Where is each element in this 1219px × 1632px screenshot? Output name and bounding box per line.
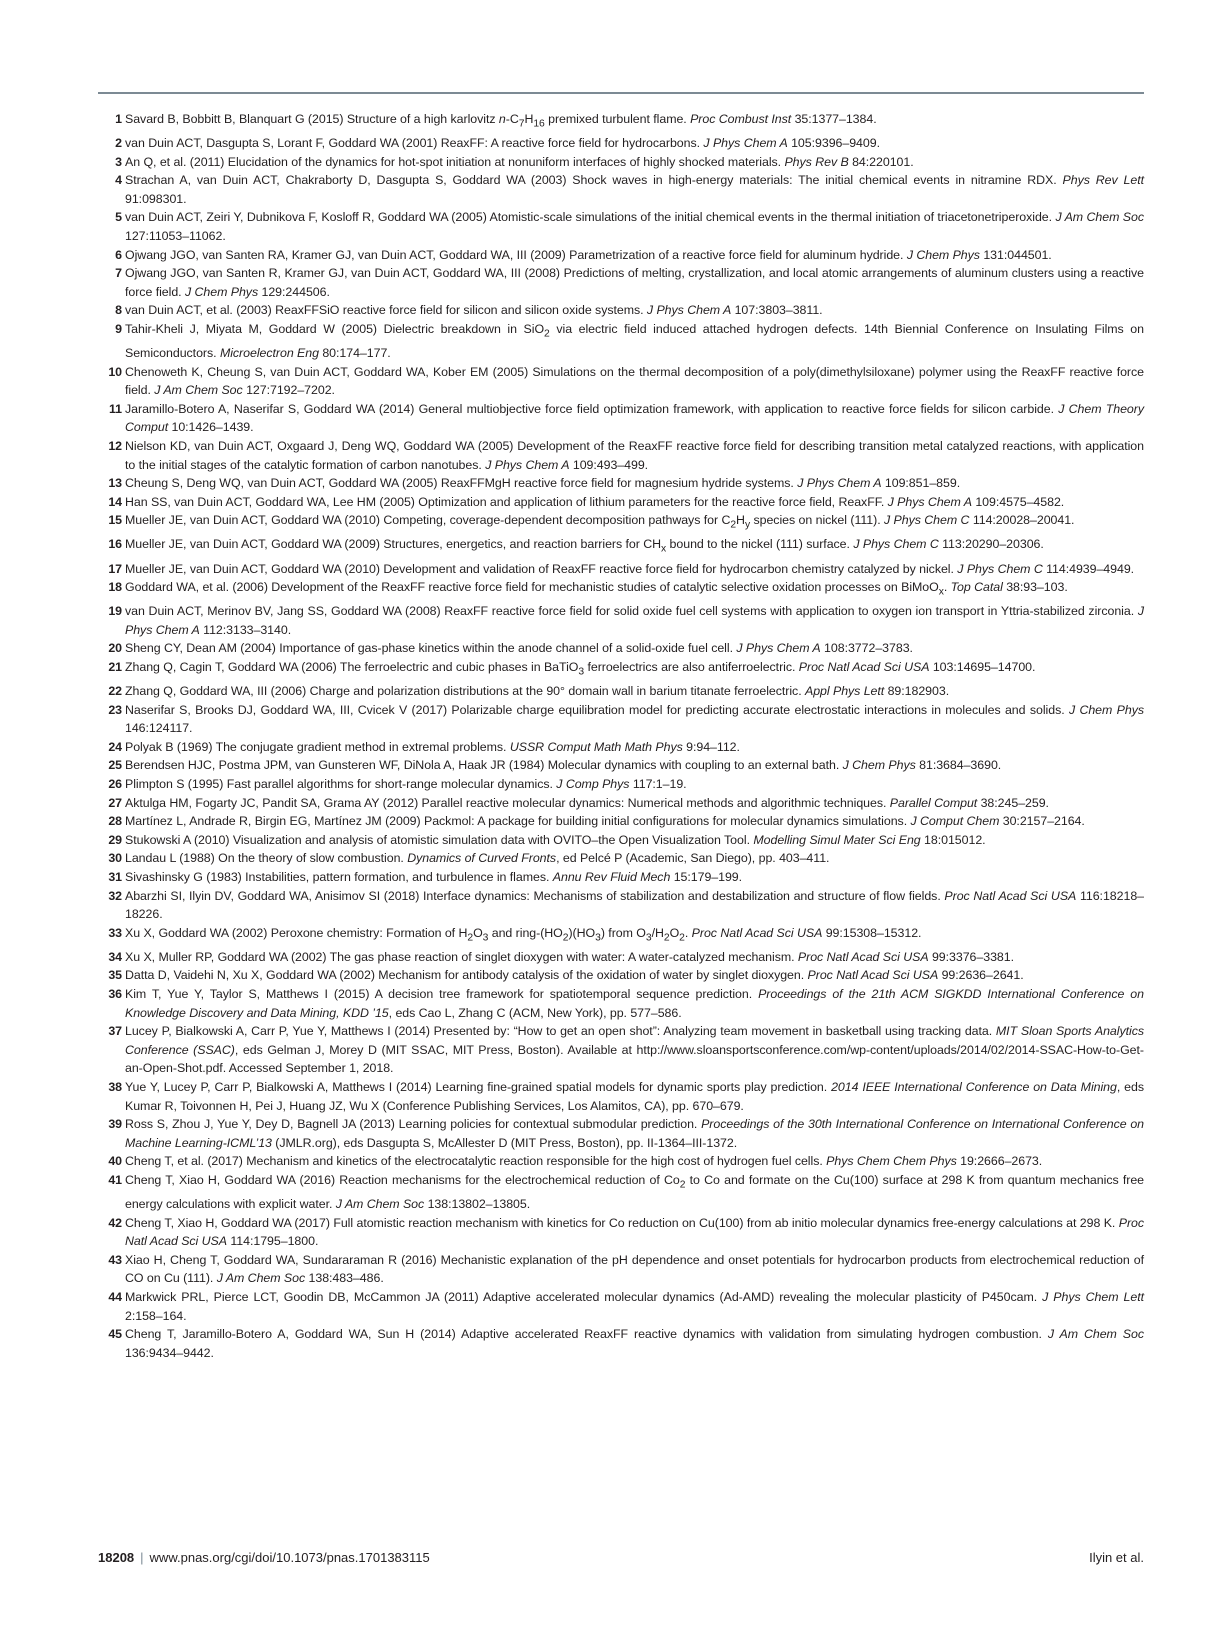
reference-item [98, 831, 1144, 850]
reference-item [98, 1251, 1144, 1288]
reference-text: Xiao H, Cheng T, Goddard WA, Sundararaman R (2016) Mechanistic explanation of the pH dependence and onset potentials for hydrocarbon products from electrochemical reduction of CO on Cu (111). J Am Chem Soc 138:483–486. [125, 1252, 1144, 1286]
reference-number: 40 [108, 1154, 122, 1169]
page-footer [98, 1548, 1144, 1568]
reference-item [98, 682, 1144, 701]
reference-number: 15 [108, 513, 122, 528]
reference-text: Plimpton S (1995) Fast parallel algorithms for short-range molecular dynamics. J Comp Phys 117:1–19. [125, 777, 687, 791]
reference-text: Berendsen HJC, Postma JPM, van Gunsteren WF, DiNola A, Haak JR (1984) Molecular dynamics with coupling to an external bath. J Chem Phys 81:3684–3690. [125, 758, 1002, 773]
reference-number: 28 [108, 814, 122, 829]
reference-text: Kim T, Yue Y, Taylor S, Matthews I (2015) A decision tree framework for spatiotemporal sequence prediction. Proceedings of the 21th ACM SIGKDD International Conference on Knowledge Discovery and Data Mining, KDD ’15, eds Cao L, Zhang C (ACM, New York), pp. 577–586. [125, 987, 1144, 1020]
reference-text: Xu X, Goddard WA (2002) Peroxone chemistry: Formation of $H_2O_3$ and ring-$(HO_2)(HO_3)$ from $O_3/H_2O_2$. Proc Natl Acad Sci USA 99:15308–15312. [125, 925, 922, 944]
reference-text: Cheng T, Jaramillo-Botero A, Goddard WA, Sun H (2014) Adaptive accelerated ReaxFF reactive dynamics with validation from simulating hydrogen combustion. J Am Chem Soc 136:9434–9442. [125, 1327, 1144, 1360]
reference-number: 23 [108, 702, 122, 717]
reference-number: 14 [108, 494, 122, 509]
reference-text: van Duin ACT, et al. (2003) ReaxFFSiO reactive force field for silicon and silicon oxide systems. J Phys Chem A 107:3803–3811. [125, 303, 823, 318]
reference-number: 32 [108, 888, 122, 903]
reference-item [98, 794, 1144, 813]
reference-item [98, 153, 1144, 172]
reference-text: Tahir-Kheli J, Miyata M, Goddard W (2005) Dielectric breakdown in SiO$_2$ via electric field induced attached hydrogen defects. 14th Biennial Conference on Insulating Films on Semiconductors. Microelectron Eng 80:174–177. [125, 322, 1144, 361]
reference-item [98, 924, 1144, 948]
reference-text: Ojwang JGO, van Santen RA, Kramer GJ, van Duin ACT, Goddard WA, III (2009) Parametrization of a reactive force field for aluminum hydride. J Chem Phys 131:044501. [125, 247, 1052, 262]
reference-number: 2 [115, 136, 122, 151]
reference-text: Zhang Q, Goddard WA, III (2006) Charge and polarization distributions at the 90° domain wall in barium titanate ferroelectric. Appl Phys Lett 89:182903. [125, 684, 950, 699]
reference-text: van Duin ACT, Zeiri Y, Dubnikova F, Kosloff R, Goddard WA (2005) Atomistic-scale simulations of the initial chemical events in the thermal initiation of triacetonetriperoxide. J Am Chem Soc 127:11053–11062. [125, 210, 1144, 244]
reference-item [98, 1078, 1144, 1115]
reference-item [98, 578, 1144, 602]
reference-number: 43 [108, 1252, 122, 1267]
reference-text: Abarzhi SI, Ilyin DV, Goddard WA, Anisimov SI (2018) Interface dynamics: Mechanisms of stabilization and destabilization and structure of flow fields. Proc Natl Acad Sci USA 116:18218–18226. [125, 888, 1144, 922]
reference-number: 39 [108, 1117, 122, 1132]
reference-text: Mueller JE, van Duin ACT, Goddard WA (2010) Development and validation of ReaxFF reactive force field for hydrocarbon chemistry catalyzed by nickel. J Phys Chem C 114:4939–4949. [125, 561, 1135, 576]
reference-item [98, 812, 1144, 831]
reference-text: Martínez L, Andrade R, Birgin EG, Martínez JM (2009) Packmol: A package for building initial configurations for molecular dynamics simulations. J Comput Chem 30:2157–2164. [125, 814, 1085, 829]
reference-number: 11 [109, 401, 122, 416]
reference-number: 36 [108, 987, 122, 1001]
reference-number: 1 [115, 112, 122, 126]
reference-item [98, 1288, 1144, 1325]
reference-number: 17 [108, 561, 122, 576]
reference-item [98, 320, 1144, 363]
reference-text: Sheng CY, Dean AM (2004) Importance of gas-phase kinetics within the anode channel of a solid-oxide fuel cell. J Phys Chem A 108:3772–3783. [125, 641, 913, 656]
reference-text: van Duin ACT, Merinov BV, Jang SS, Goddard WA (2008) ReaxFF reactive force field for solid oxide fuel cell systems with application to oxygen ion transport in Yttria-stabilized zirconia. J Phys Chem A 112:3133–3140. [125, 604, 1144, 637]
reference-number: 22 [108, 684, 122, 699]
reference-number: 13 [108, 476, 122, 491]
reference-item [98, 985, 1144, 1022]
reference-text: Cheng T, Xiao H, Goddard WA (2016) Reaction mechanisms for the electrochemical reduction of $Co_2$ to Co and formate on the Cu(100) surface at 298 K from quantum mechanics free energy calculations with explicit water. J Am Chem Soc 138:13802–13805. [125, 1172, 1145, 1211]
reference-number: 5 [115, 210, 122, 225]
reference-number: 18 [108, 580, 122, 595]
reference-number: 37 [108, 1024, 122, 1039]
reference-number: 34 [108, 949, 122, 964]
reference-item [98, 110, 1144, 134]
reference-number: 45 [108, 1327, 122, 1342]
reference-item [98, 437, 1144, 474]
reference-number: 7 [115, 266, 122, 281]
reference-text: Naserifar S, Brooks DJ, Goddard WA, III, Cvicek V (2017) Polarizable charge equilibration model for predicting accurate electrostatic interactions in molecules and solids. J Chem Phys 146:124117. [125, 702, 1144, 736]
reference-number: 27 [108, 795, 122, 810]
reference-number: 35 [108, 968, 122, 983]
reference-number: 3 [115, 154, 122, 169]
reference-item [98, 868, 1144, 887]
reference-number: 31 [108, 869, 122, 884]
reference-number: 29 [108, 832, 122, 847]
reference-number: 8 [115, 303, 122, 318]
reference-number: 25 [108, 758, 122, 773]
reference-text: Ross S, Zhou J, Yue Y, Dey D, Bagnell JA (2013) Learning policies for contextual submodular prediction. Proceedings of the 30th International Conference on International Conference on Machine Learning-ICML’13 (JMLR.org), eds Dasgupta S, McAllester D (MIT Press, Boston), pp. II-1364–III-1372. [125, 1117, 1144, 1150]
reference-number: 10 [108, 364, 122, 379]
reference-text: Nielson KD, van Duin ACT, Oxgaard J, Deng WQ, Goddard WA (2005) Development of the ReaxFF reactive force field for describing transition metal catalyzed reactions, with application to the initial stages of the catalytic formation of carbon nanotubes. J Phys Chem A 109:493–499. [125, 439, 1144, 472]
reference-item [98, 887, 1144, 924]
footer-separator: | [140, 1550, 144, 1565]
reference-item [98, 849, 1144, 868]
reference-item [98, 208, 1144, 245]
reference-number: 42 [108, 1215, 122, 1230]
reference-text: Cheng T, et al. (2017) Mechanism and kinetics of the electrocatalytic reaction responsible for the high cost of hydrogen fuel cells. Phys Chem Chem Phys 19:2666–2673. [125, 1154, 1043, 1169]
reference-number: 9 [115, 322, 122, 336]
reference-text: Xu X, Muller RP, Goddard WA (2002) The gas phase reaction of singlet dioxygen with water: A water-catalyzed mechanism. Proc Natl Acad Sci USA 99:3376–3381. [125, 949, 1014, 964]
reference-number: 26 [108, 777, 122, 791]
reference-item [98, 493, 1144, 512]
reference-item [98, 511, 1144, 535]
reference-item [98, 1115, 1144, 1152]
reference-item [98, 560, 1144, 579]
reference-item [98, 363, 1144, 400]
reference-item [98, 602, 1144, 639]
reference-text: Landau L (1988) On the theory of slow combustion. Dynamics of Curved Fronts, ed Pelcé P (Academic, San Diego), pp. 403–411. [125, 851, 830, 866]
reference-number: 33 [108, 925, 122, 940]
reference-item [98, 1152, 1144, 1171]
reference-item [98, 171, 1144, 208]
footer-authors: Ilyin et al. [1089, 1550, 1144, 1565]
reference-number: 16 [108, 537, 122, 552]
reference-item [98, 1214, 1144, 1251]
reference-text: Stukowski A (2010) Visualization and analysis of atomistic simulation data with OVITO–the Open Visualization Tool. Modelling Simul Mater Sci Eng 18:015012. [125, 832, 986, 847]
reference-text: Cheng T, Xiao H, Goddard WA (2017) Full atomistic reaction mechanism with kinetics for Co reduction on Cu(100) from ab initio molecular dynamics free-energy calculations at 298 K. Proc Natl Acad Sci USA 114:1795–1800. [125, 1215, 1145, 1249]
reference-item [98, 639, 1144, 658]
reference-text: Aktulga HM, Fogarty JC, Pandit SA, Grama AY (2012) Parallel reactive molecular dynamics: Numerical methods and algorithmic techniques. Parallel Comput 38:245–259. [125, 795, 1049, 810]
reference-number: 6 [115, 247, 122, 262]
reference-item [98, 1325, 1144, 1362]
reference-number: 41 [108, 1172, 122, 1187]
reference-text: An Q, et al. (2011) Elucidation of the dynamics for hot-spot initiation at nonuniform interfaces of highly shocked materials. Phys Rev B 84:220101. [125, 154, 914, 169]
reference-item [98, 738, 1144, 757]
reference-text: Han SS, van Duin ACT, Goddard WA, Lee HM (2005) Optimization and application of lithium parameters for the reactive force field, ReaxFF. J Phys Chem A 109:4575–4582. [125, 494, 1065, 509]
doi-link[interactable]: www.pnas.org/cgi/doi/10.1073/pnas.1701383115 [149, 1550, 430, 1565]
reference-text: Savard B, Bobbitt B, Blanquart G (2015) Structure of a high karlovitz $n-C_7H_{16}$ premixed turbulent flame. Proc Combust Inst 35:1377–1384. [125, 112, 877, 130]
reference-text: Goddard WA, et al. (2006) Development of the ReaxFF reactive force field for mechanistic studies of catalytic selective oxidation processes on BiMoO$_x$. Top Catal 38:93–103. [125, 580, 1068, 598]
reference-item [98, 658, 1144, 682]
reference-item [98, 966, 1144, 985]
reference-number: 20 [108, 641, 122, 656]
reference-text: van Duin ACT, Dasgupta S, Lorant F, Goddard WA (2001) ReaxFF: A reactive force field for hydrocarbons. J Phys Chem A 105:9396–9409. [125, 136, 880, 151]
reference-number: 44 [108, 1289, 122, 1304]
reference-number: 30 [108, 851, 122, 866]
reference-item [98, 1022, 1144, 1078]
reference-item [98, 756, 1144, 775]
reference-item [98, 474, 1144, 493]
reference-text: Zhang Q, Cagin T, Goddard WA (2006) The ferroelectric and cubic phases in BaTiO$_3$ ferroelectrics are also antiferroelectric. Proc Natl Acad Sci USA 103:14695–14700. [125, 659, 1036, 678]
reference-number: 19 [108, 604, 122, 619]
reference-item [98, 246, 1144, 265]
reference-text: Ojwang JGO, van Santen R, Kramer GJ, van Duin ACT, Goddard WA, III (2008) Predictions of melting, crystallization, and local atomic arrangements of aluminum clusters using a reactive force field. J Chem Phys 129:244506. [125, 266, 1144, 299]
reference-list [98, 110, 1144, 1362]
reference-number: 24 [108, 739, 122, 754]
reference-text: Yue Y, Lucey P, Carr P, Bialkowski A, Matthews I (2014) Learning fine-grained spatial models for dynamic sports play prediction. 2014 IEEE International Conference on Data Mining, eds Kumar R, Toivonnen H, Pei J, Huang JZ, Wu X (Conference Publishing Services, Los Alamitos, CA), pp. 670–679. [125, 1079, 1144, 1113]
reference-number: 38 [108, 1079, 122, 1094]
reference-text: Lucey P, Bialkowski A, Carr P, Yue Y, Matthews I (2014) Presented by: “How to get an open shot”: Analyzing team movement in basketball using tracking data. MIT Sloan Sports Analytics Conference (SSAC), eds Gelman J, Morey D (MIT SSAC, MIT Press, Boston). Available at http://www.sloansportsconference.com/wp-content/uploads/2014/02/2014-SSAC-How-to-Get-an-Open-Shot.pdf. Accessed September 1, 2018. [125, 1024, 1144, 1076]
page-number: 18208 [98, 1550, 135, 1565]
reference-item [98, 301, 1144, 320]
reference-text: Strachan A, van Duin ACT, Chakraborty D, Dasgupta S, Goddard WA (2003) Shock waves in high-energy materials: The initial chemical events in nitramine RDX. Phys Rev Lett 91:098301. [125, 173, 1144, 206]
reference-item [98, 775, 1144, 794]
reference-text: Mueller JE, van Duin ACT, Goddard WA (2009) Structures, energetics, and reaction barriers for $CH_x$ bound to the nickel (111) surface. J Phys Chem C 113:20290–20306. [125, 537, 1044, 555]
reference-text: Jaramillo-Botero A, Naserifar S, Goddard WA (2014) General multiobjective force field optimization framework, with application to reactive force fields for silicon carbide. J Chem Theory Comput 10:1426–1439. [125, 401, 1144, 435]
reference-text: Mueller JE, van Duin ACT, Goddard WA (2010) Competing, coverage-dependent decomposition pathways for $C_2H_y$ species on nickel (111). J Phys Chem C 114:20028–20041. [125, 513, 1075, 531]
reference-item [98, 701, 1144, 738]
reference-text: Polyak B (1969) The conjugate gradient method in extremal problems. USSR Comput Math Math Phys 9:94–112. [125, 739, 740, 754]
header-rule [98, 92, 1144, 94]
reference-number: 4 [115, 173, 122, 188]
reference-text: Cheung S, Deng WQ, van Duin ACT, Goddard WA (2005) ReaxFFMgH reactive force field for magnesium hydride systems. J Phys Chem A 109:851–859. [125, 476, 961, 491]
reference-item [98, 134, 1144, 153]
reference-text: Chenoweth K, Cheung S, van Duin ACT, Goddard WA, Kober EM (2005) Simulations on the thermal decomposition of a poly(dimethylsiloxane) polymer using the ReaxFF reactive force field. J Am Chem Soc 127:7192–7202. [125, 364, 1144, 398]
reference-number: 12 [108, 439, 122, 454]
reference-number: 21 [108, 659, 122, 674]
reference-item [98, 535, 1144, 559]
reference-item [98, 400, 1144, 437]
reference-text: Sivashinsky G (1983) Instabilities, pattern formation, and turbulence in flames. Annu Rev Fluid Mech 15:179–199. [125, 869, 743, 884]
footer-left [98, 1548, 430, 1568]
reference-text: Markwick PRL, Pierce LCT, Goodin DB, McCammon JA (2011) Adaptive accelerated molecular dynamics (Ad-AMD) revealing the molecular plasticity of P450cam. J Phys Chem Lett 2:158–164. [125, 1289, 1144, 1323]
reference-item [98, 264, 1144, 301]
reference-text: Datta D, Vaidehi N, Xu X, Goddard WA (2002) Mechanism for antibody catalysis of the oxidation of water by singlet dioxygen. Proc Natl Acad Sci USA 99:2636–2641. [125, 968, 1024, 983]
reference-item [98, 948, 1144, 967]
reference-item [98, 1171, 1144, 1214]
